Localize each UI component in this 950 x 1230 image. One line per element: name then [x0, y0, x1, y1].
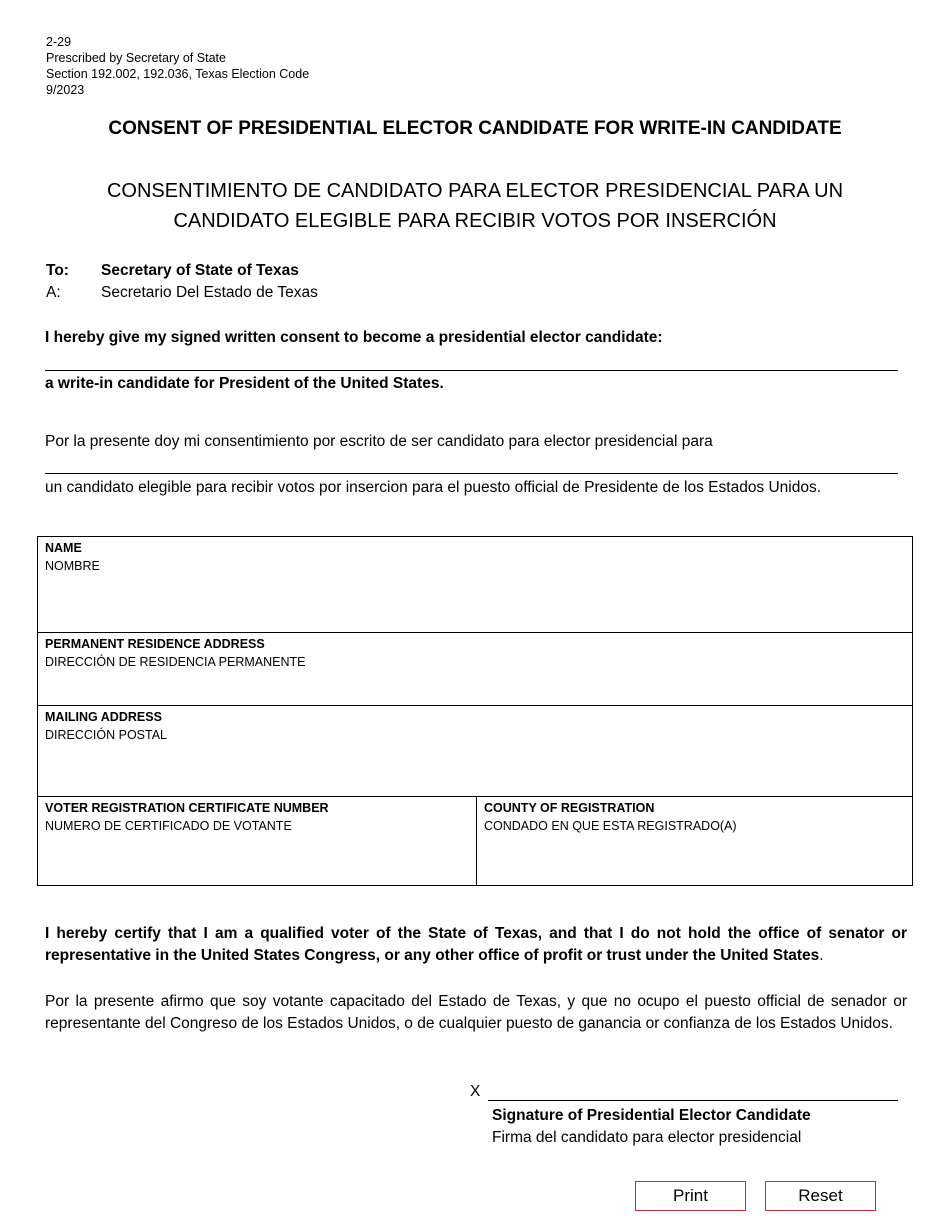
county-field[interactable] [477, 797, 913, 885]
consent-es-line2: un candidato elegible para recibir votos por insercion para el puesto official de Presidente de los Estados Unidos. [45, 479, 822, 496]
name-field[interactable] [38, 537, 914, 632]
residence-address-field[interactable] [38, 633, 914, 705]
title-spanish-line1: CONSENTIMIENTO DE CANDIDATO PARA ELECTOR PRESIDENCIAL PARA UN [106, 180, 844, 202]
form-date: 9/2023 [46, 83, 85, 97]
prescribed-by: Prescribed by Secretary of State [46, 51, 226, 65]
signature-labels [492, 1105, 811, 1149]
form-number: 2-29 [46, 35, 72, 49]
voter-certificate-field[interactable] [38, 797, 476, 885]
code-section: Section 192.002, 192.036, Texas Election Code [46, 67, 310, 81]
mailing-label-es: DIRECCIÓN POSTAL [45, 728, 168, 742]
residence-label-es: DIRECCIÓN DE RESIDENCIA PERMANENTE [45, 655, 306, 669]
signature-label-es: Firma del candidato para elector presidencial [492, 1129, 802, 1146]
name-label-en: NAME [45, 541, 82, 555]
to-label-en: To: [46, 262, 69, 279]
title-spanish [60, 176, 890, 236]
residence-label-en: PERMANENT RESIDENCE ADDRESS [45, 637, 265, 651]
certify-en-text: I hereby certify that I am a qualified voter of the State of Texas, and that I do not hold the office of senator or representative in the United States Congress, or any other office of profit or trust under the United States [45, 925, 907, 964]
addressee [46, 260, 318, 304]
name-label-es: NOMBRE [45, 559, 100, 573]
consent-en-line2: a write-in candidate for President of the United States. [45, 375, 444, 392]
title-spanish-line2: CANDIDATO ELEGIBLE PARA RECIBIR VOTOS POR INSERCIÓN [173, 210, 777, 232]
signature-line[interactable] [488, 1100, 898, 1101]
signature-mark: X [470, 1083, 481, 1100]
vuid-label-es: NUMERO DE CERTIFICADO DE VOTANTE [45, 819, 292, 833]
to-value-en: Secretary of State of Texas [101, 262, 299, 279]
candidate-name-line-en[interactable] [45, 370, 898, 371]
print-button[interactable]: Print [635, 1181, 746, 1211]
county-label-en: COUNTY OF REGISTRATION [484, 801, 655, 815]
consent-en-line1: I hereby give my signed written consent to become a presidential elector candidate: [45, 329, 663, 346]
vuid-label-en: VOTER REGISTRATION CERTIFICATE NUMBER [45, 801, 329, 815]
reset-button[interactable]: Reset [765, 1181, 876, 1211]
mailing-label-en: MAILING ADDRESS [45, 710, 162, 724]
certify-en-period: . [819, 947, 824, 964]
certify-en [45, 923, 907, 967]
to-label-es: A: [46, 284, 61, 301]
title-english: CONSENT OF PRESIDENTIAL ELECTOR CANDIDATE FOR WRITE-IN CANDIDATE [108, 118, 842, 139]
candidate-info-table [37, 536, 913, 886]
signature-label-en: Signature of Presidential Elector Candidate [492, 1107, 811, 1124]
consent-es-line1: Por la presente doy mi consentimiento por escrito de ser candidato para elector presidencial para [45, 433, 713, 450]
mailing-address-field[interactable] [38, 706, 914, 796]
form-meta [46, 34, 309, 98]
county-label-es: CONDADO EN QUE ESTA REGISTRADO(A) [484, 819, 737, 833]
certify-es: Por la presente afirmo que soy votante capacitado del Estado de Texas, y que no ocupo el puesto official de senador or representante del Congreso de los Estados Unidos, o de cualquier puesto de ganancia or confianza de los Estados Unidos. [45, 993, 907, 1032]
candidate-name-line-es[interactable] [45, 473, 898, 474]
to-value-es: Secretario Del Estado de Texas [101, 284, 318, 301]
